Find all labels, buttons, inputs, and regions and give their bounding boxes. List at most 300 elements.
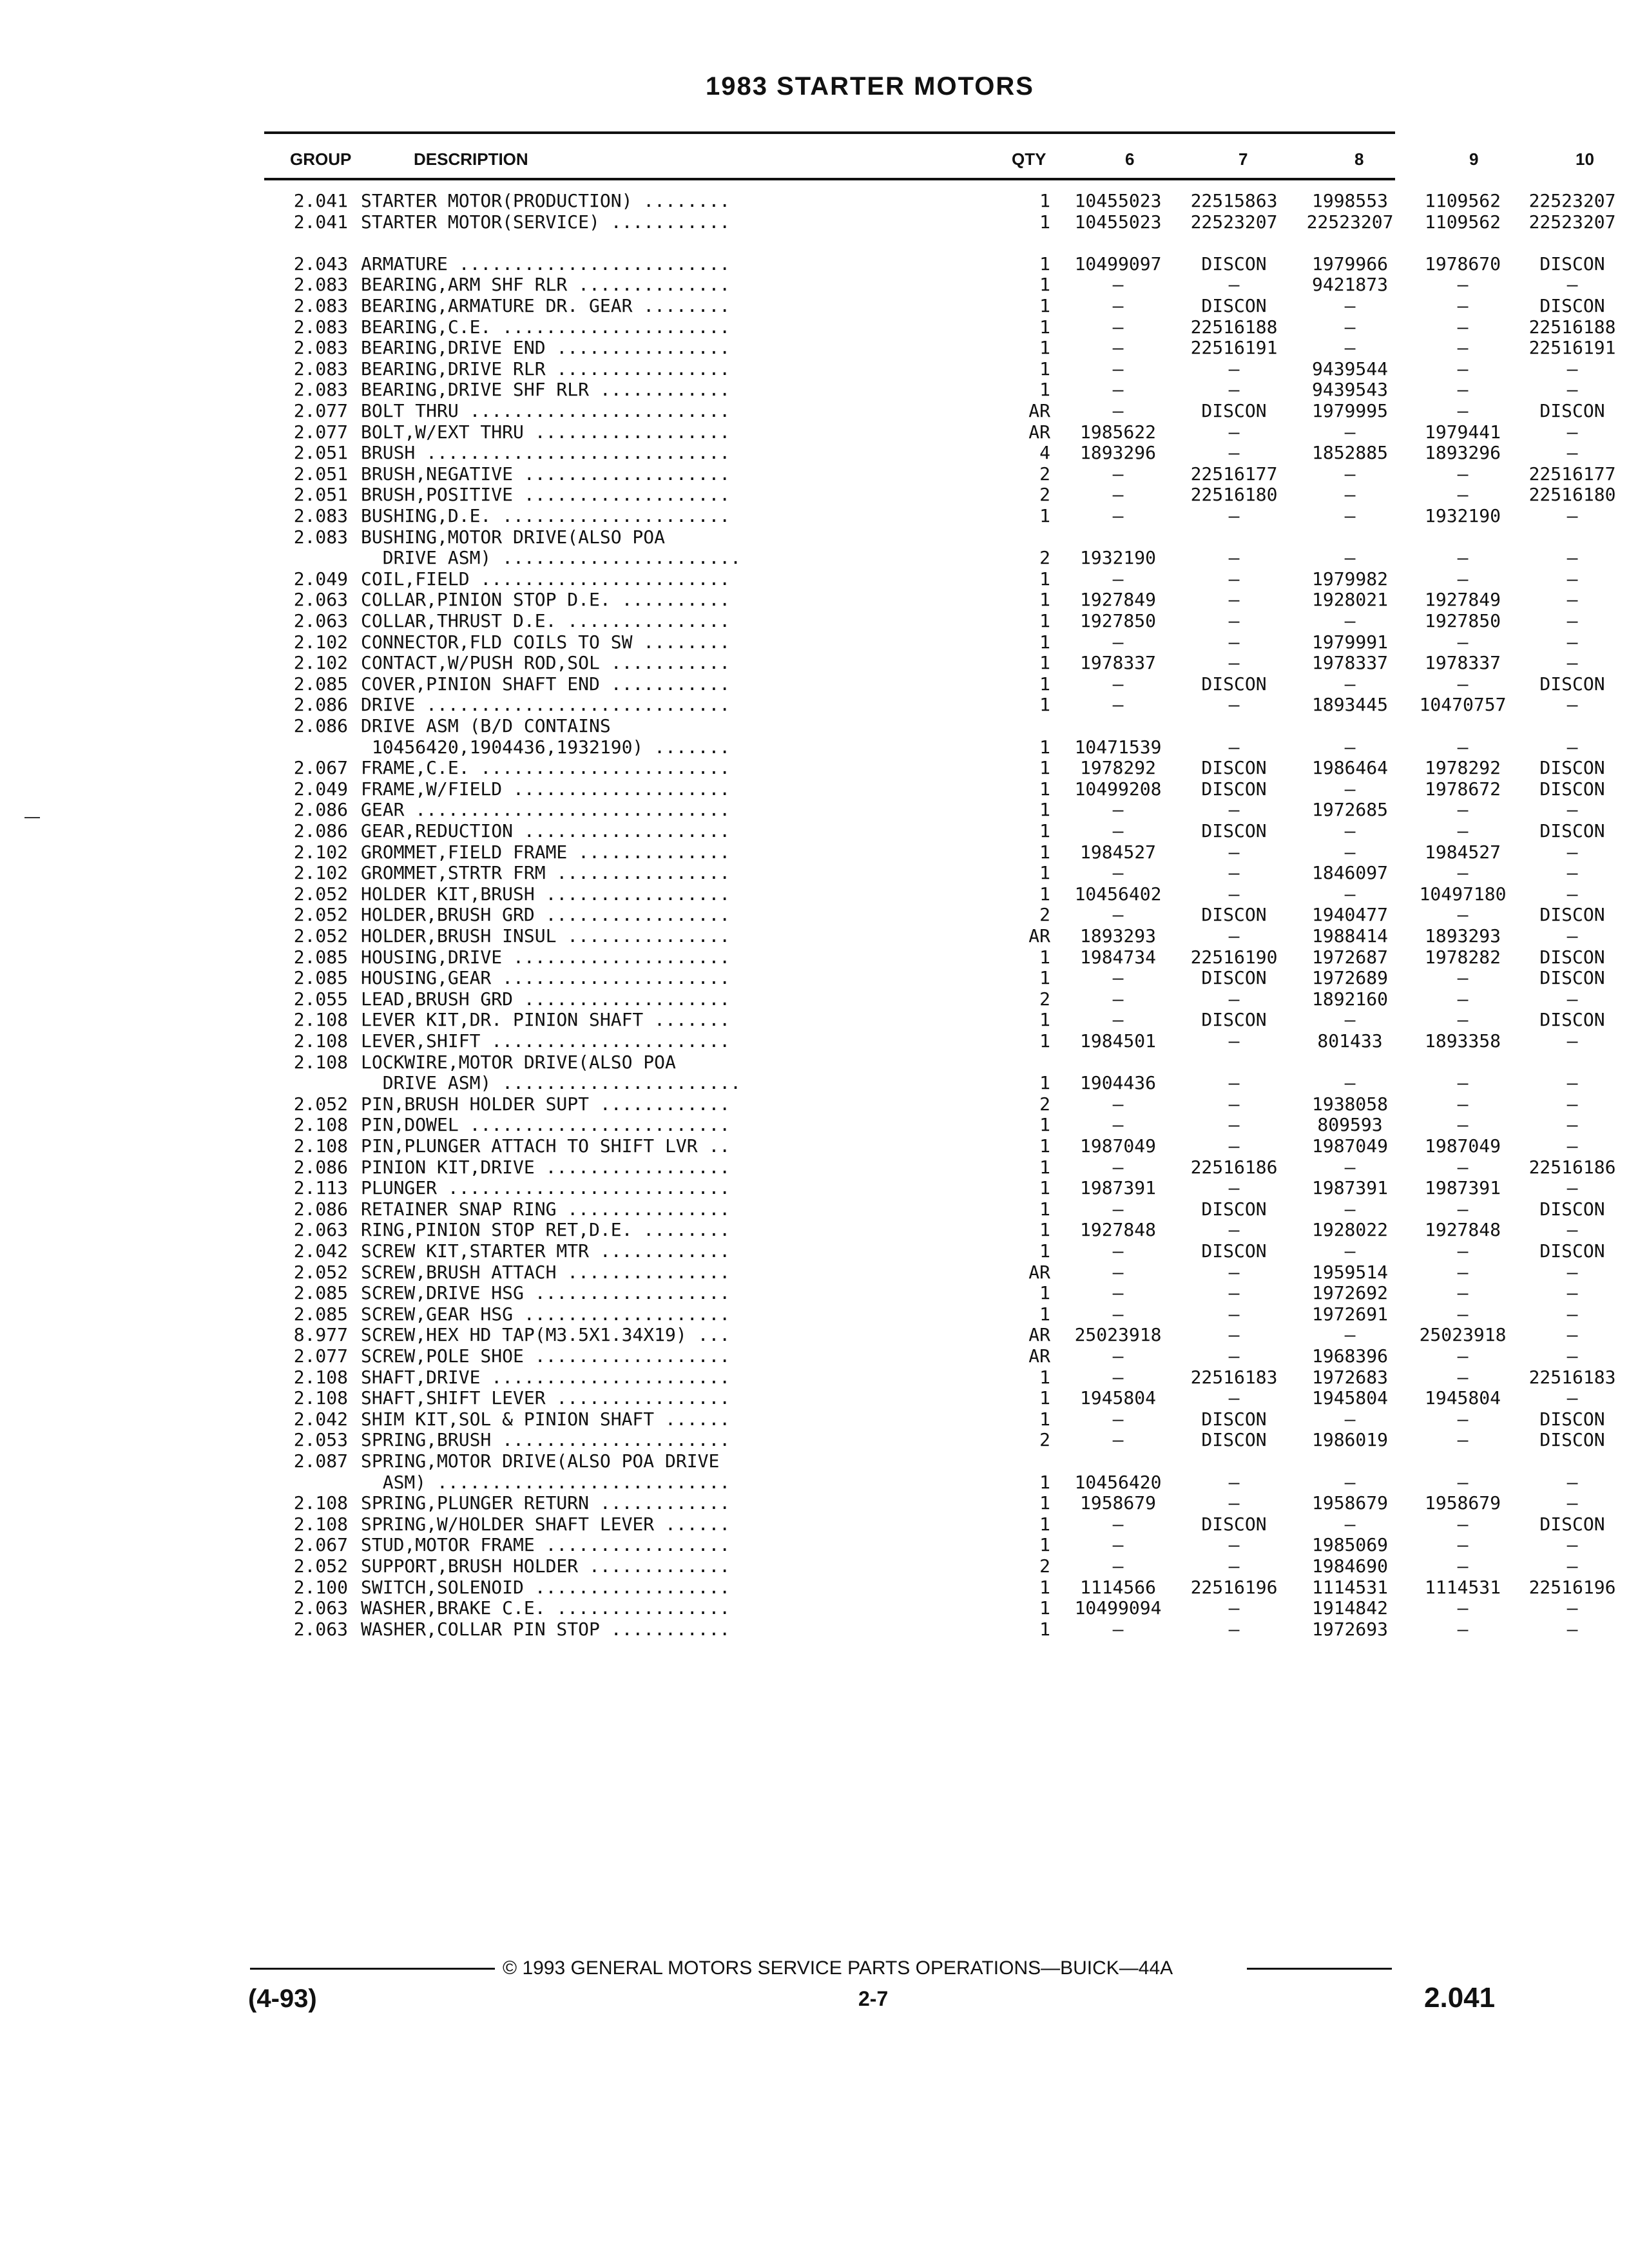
row-part-col-8: 1985069: [1311, 1534, 1388, 1555]
table-row: [264, 253, 1605, 274]
row-part-col-7: 22515863: [1190, 190, 1278, 211]
row-qty: 1: [1039, 841, 1050, 863]
row-part-col-9: 1932190: [1424, 505, 1501, 526]
table-row: [264, 442, 1578, 463]
table-row: [264, 820, 1605, 841]
row-part-col-8: —: [1344, 1472, 1356, 1493]
row-part-col-9: 25023918: [1419, 1324, 1507, 1345]
row-part-col-10: —: [1566, 379, 1578, 400]
row-qty: 1: [1039, 211, 1050, 233]
row-group: 2.083: [293, 274, 348, 295]
row-part-col-10: 22523207: [1528, 211, 1616, 233]
row-part-col-9: —: [1457, 1009, 1469, 1030]
row-part-col-7: —: [1228, 1345, 1240, 1367]
row-part-col-7: —: [1228, 442, 1240, 463]
row-description: PINION KIT,DRIVE .................: [361, 1157, 731, 1178]
table-row: [264, 988, 1578, 1010]
row-part-col-6: 1114566: [1079, 1577, 1156, 1598]
row-description: ARMATURE .........................: [361, 253, 731, 274]
row-part-col-9: —: [1457, 1597, 1469, 1619]
row-part-col-6: 1984501: [1079, 1030, 1156, 1052]
row-group: 2.083: [293, 505, 348, 526]
row-part-col-6: —: [1112, 1262, 1124, 1283]
row-part-col-9: —: [1457, 1555, 1469, 1577]
row-part-col-6: 25023918: [1074, 1324, 1162, 1345]
table-row: [264, 883, 1578, 905]
row-description: LEVER KIT,DR. PINION SHAFT .......: [361, 1009, 731, 1030]
row-part-col-9: —: [1457, 1472, 1469, 1493]
row-part-col-8: —: [1344, 1198, 1356, 1220]
row-description: DRIVE ASM (B/D CONTAINS: [361, 715, 611, 736]
row-part-col-8: 1959514: [1311, 1262, 1388, 1283]
col-header-6: 6: [1125, 149, 1135, 169]
row-part-col-8: —: [1344, 1240, 1356, 1262]
row-part-col-6: —: [1112, 862, 1124, 883]
row-qty: 1: [1039, 358, 1050, 380]
row-part-col-8: —: [1344, 778, 1356, 800]
row-part-col-10: —: [1566, 736, 1578, 758]
row-part-col-7: —: [1228, 1177, 1240, 1198]
row-part-col-7: 22516188: [1190, 316, 1278, 338]
row-part-col-8: 22523207: [1306, 211, 1394, 233]
row-part-col-8: —: [1344, 295, 1356, 316]
row-qty: 2: [1039, 1429, 1050, 1450]
table-row: [264, 1114, 1578, 1135]
row-part-col-7: —: [1228, 841, 1240, 863]
row-group: 2.041: [293, 211, 348, 233]
row-description: COLLAR,PINION STOP D.E. ..........: [361, 589, 731, 610]
row-part-col-6: —: [1112, 463, 1124, 485]
table-row: [264, 757, 1605, 778]
row-description: COLLAR,THRUST D.E. ...............: [361, 610, 731, 631]
row-description: STARTER MOTOR(PRODUCTION) ........: [361, 190, 731, 211]
row-part-col-10: —: [1566, 652, 1578, 673]
row-qty: 1: [1039, 379, 1050, 400]
table-row: [264, 1367, 1616, 1388]
row-part-col-10: —: [1566, 988, 1578, 1010]
row-part-col-6: 1893296: [1079, 442, 1156, 463]
row-part-col-8: 1928022: [1311, 1219, 1388, 1240]
table-row: [264, 1177, 1578, 1198]
row-part-col-8: —: [1344, 484, 1356, 505]
row-part-col-7: 22516190: [1190, 947, 1278, 968]
row-part-col-9: —: [1457, 967, 1469, 988]
row-qty: 1: [1039, 1534, 1050, 1555]
row-part-col-7: —: [1228, 1555, 1240, 1577]
row-part-col-9: —: [1457, 1114, 1469, 1135]
row-qty: 1: [1039, 1157, 1050, 1178]
table-row: [264, 1345, 1578, 1367]
row-group: 2.102: [293, 862, 348, 883]
table-row: [264, 967, 1605, 988]
table-row: [264, 568, 1578, 590]
row-part-col-6: —: [1112, 505, 1124, 526]
row-part-col-7: —: [1228, 988, 1240, 1010]
row-part-col-9: —: [1457, 1157, 1469, 1178]
row-part-col-6: —: [1112, 1240, 1124, 1262]
table-row: [264, 631, 1578, 653]
row-part-col-8: 9439544: [1311, 358, 1388, 380]
table-row: [264, 1619, 1578, 1640]
row-part-col-9: 1109562: [1424, 211, 1501, 233]
row-part-col-8: —: [1344, 337, 1356, 358]
row-part-col-9: 1978282: [1424, 947, 1501, 968]
header-bottom-rule: [264, 178, 1395, 180]
row-qty: 1: [1039, 1367, 1050, 1388]
row-part-col-6: 10499094: [1074, 1597, 1162, 1619]
row-part-col-8: —: [1344, 1157, 1356, 1178]
row-part-col-6: 10499208: [1074, 778, 1162, 800]
row-qty: 1: [1039, 1492, 1050, 1514]
row-part-col-7: —: [1228, 1534, 1240, 1555]
row-group: 2.085: [293, 1303, 348, 1325]
table-row: [264, 1052, 1395, 1073]
row-part-col-8: 1998553: [1311, 190, 1388, 211]
row-description: BEARING,ARM SHF RLR ..............: [361, 274, 731, 295]
row-part-col-8: —: [1344, 1009, 1356, 1030]
table-row: [264, 652, 1578, 673]
row-part-col-10: DISCON: [1539, 1198, 1605, 1220]
row-qty: 1: [1039, 1577, 1050, 1598]
row-qty: 1: [1039, 610, 1050, 631]
row-part-col-10: DISCON: [1539, 778, 1605, 800]
row-description: SPRING,BRUSH .....................: [361, 1429, 731, 1450]
row-qty: 1: [1039, 694, 1050, 715]
row-part-col-7: —: [1228, 1072, 1240, 1093]
row-part-col-6: —: [1112, 820, 1124, 841]
row-part-col-9: 1978337: [1424, 652, 1501, 673]
row-qty: 1: [1039, 295, 1050, 316]
parts-table: [264, 190, 1616, 1666]
row-part-col-6: —: [1112, 1619, 1124, 1640]
row-part-col-8: 9421873: [1311, 274, 1388, 295]
row-part-col-6: 1985622: [1079, 421, 1156, 443]
row-part-col-8: 1938058: [1311, 1093, 1388, 1115]
row-group: 2.086: [293, 1157, 348, 1178]
row-part-col-6: 1987049: [1079, 1135, 1156, 1157]
row-group: 2.085: [293, 967, 348, 988]
row-part-col-6: —: [1112, 1198, 1124, 1220]
row-part-col-8: 1914842: [1311, 1597, 1388, 1619]
footer-copyright: © 1993 GENERAL MOTORS SERVICE PARTS OPERATIONS—BUICK—44A: [503, 1957, 1173, 1979]
row-description: HOLDER KIT,BRUSH .................: [361, 883, 731, 905]
row-part-col-8: 1986464: [1311, 757, 1388, 778]
row-part-col-9: 1893296: [1424, 442, 1501, 463]
row-part-col-7: —: [1228, 925, 1240, 947]
row-part-col-10: —: [1566, 1324, 1578, 1345]
row-part-col-10: —: [1566, 1534, 1578, 1555]
row-description: LEVER,SHIFT ......................: [361, 1030, 731, 1052]
row-group: 2.053: [293, 1429, 348, 1450]
row-part-col-6: —: [1112, 1009, 1124, 1030]
row-part-col-8: —: [1344, 1408, 1356, 1430]
row-part-col-8: 1846097: [1311, 862, 1388, 883]
table-row: [264, 841, 1578, 863]
row-part-col-6: 1958679: [1079, 1492, 1156, 1514]
row-group: 2.049: [293, 568, 348, 590]
row-part-col-10: DISCON: [1539, 967, 1605, 988]
row-part-col-8: 1979991: [1311, 631, 1388, 653]
row-qty: 1: [1039, 799, 1050, 820]
row-qty: 1: [1039, 1619, 1050, 1640]
row-part-col-7: DISCON: [1201, 967, 1267, 988]
row-part-col-6: 10456402: [1074, 883, 1162, 905]
table-row: [264, 1282, 1578, 1303]
row-part-col-8: 1988414: [1311, 925, 1388, 947]
row-part-col-6: —: [1112, 1429, 1124, 1450]
row-part-col-7: DISCON: [1201, 904, 1267, 925]
row-description: PIN,BRUSH HOLDER SUPT ............: [361, 1093, 731, 1115]
row-part-col-9: —: [1457, 988, 1469, 1010]
row-part-col-8: 1972693: [1311, 1619, 1388, 1640]
row-part-col-8: 1852885: [1311, 442, 1388, 463]
table-row: [264, 400, 1605, 421]
row-qty: 1: [1039, 757, 1050, 778]
row-qty: AR: [1028, 400, 1050, 421]
table-row: [264, 358, 1578, 380]
row-description: SCREW,POLE SHOE ..................: [361, 1345, 731, 1367]
table-row: [264, 925, 1578, 947]
row-part-col-9: 1114531: [1424, 1577, 1501, 1598]
row-part-col-9: —: [1457, 274, 1469, 295]
row-part-col-10: —: [1566, 1093, 1578, 1115]
row-part-col-9: —: [1457, 463, 1469, 485]
table-row: [264, 694, 1578, 715]
row-part-col-10: DISCON: [1539, 904, 1605, 925]
row-part-col-8: —: [1344, 316, 1356, 338]
row-part-col-7: —: [1228, 1387, 1240, 1408]
row-part-col-7: —: [1228, 1492, 1240, 1514]
table-row: [264, 1472, 1578, 1493]
footer-date-code: (4-93): [248, 1984, 317, 2013]
row-qty: 1: [1039, 337, 1050, 358]
row-part-col-8: 1892160: [1311, 988, 1388, 1010]
row-part-col-7: —: [1228, 652, 1240, 673]
row-part-col-6: —: [1112, 967, 1124, 988]
row-part-col-10: 22523207: [1528, 190, 1616, 211]
row-qty: 1: [1039, 862, 1050, 883]
table-row: [264, 1408, 1605, 1430]
row-description: BOLT THRU ........................: [361, 400, 731, 421]
row-qty: 1: [1039, 1282, 1050, 1303]
row-part-col-8: 9439543: [1311, 379, 1388, 400]
row-group: 2.108: [293, 1387, 348, 1408]
row-description: SPRING,W/HOLDER SHAFT LEVER ......: [361, 1514, 731, 1535]
row-description: GROMMET,FIELD FRAME ..............: [361, 841, 731, 863]
table-row: [264, 1492, 1578, 1514]
row-description: SCREW,GEAR HSG ...................: [361, 1303, 731, 1325]
row-description: SHAFT,DRIVE ......................: [361, 1367, 731, 1388]
row-group: 2.086: [293, 799, 348, 820]
table-row: [264, 589, 1578, 610]
row-part-col-10: DISCON: [1539, 947, 1605, 968]
table-row: [264, 190, 1616, 211]
footer-page-number: 2-7: [858, 1987, 889, 2010]
row-part-col-9: —: [1457, 316, 1469, 338]
row-part-col-10: —: [1566, 883, 1578, 905]
row-qty: AR: [1028, 1262, 1050, 1283]
row-part-col-8: 1893445: [1311, 694, 1388, 715]
row-description: BRUSH ............................: [361, 442, 731, 463]
row-part-col-8: 1928021: [1311, 589, 1388, 610]
row-description: RING,PINION STOP RET,D.E. ........: [361, 1219, 731, 1240]
table-row: [264, 527, 1395, 548]
row-part-col-6: 1932190: [1079, 547, 1156, 568]
table-row: [264, 716, 1395, 736]
row-group: 2.108: [293, 1135, 348, 1157]
row-description: BEARING,ARMATURE DR. GEAR ........: [361, 295, 731, 316]
col-header-description: DESCRIPTION: [414, 149, 528, 169]
footer-section-number: 2.041: [1424, 1982, 1496, 2013]
row-qty: 1: [1039, 652, 1050, 673]
row-qty: 1: [1039, 1030, 1050, 1052]
row-description: SPRING,MOTOR DRIVE(ALSO POA DRIVE: [361, 1450, 720, 1472]
row-group: 2.063: [293, 1619, 348, 1640]
row-part-col-6: —: [1112, 295, 1124, 316]
row-description: SWITCH,SOLENOID ..................: [361, 1577, 731, 1598]
row-description: DRIVE ASM) ......................: [361, 1072, 742, 1093]
row-group: 2.042: [293, 1408, 348, 1430]
table-row: [264, 1514, 1605, 1535]
row-group: 2.087: [293, 1450, 348, 1472]
row-part-col-6: —: [1112, 1408, 1124, 1430]
row-group: 2.102: [293, 841, 348, 863]
row-group: 2.086: [293, 715, 348, 736]
row-part-col-9: —: [1457, 295, 1469, 316]
row-qty: 4: [1039, 442, 1050, 463]
row-part-col-7: 22516186: [1190, 1157, 1278, 1178]
row-qty: 1: [1039, 568, 1050, 590]
row-group: 2.108: [293, 1030, 348, 1052]
row-part-col-8: 1945804: [1311, 1387, 1388, 1408]
table-row: [264, 904, 1605, 925]
row-part-col-9: 1893293: [1424, 925, 1501, 947]
row-description: FRAME,C.E. .......................: [361, 757, 731, 778]
row-part-col-9: —: [1457, 1282, 1469, 1303]
row-part-col-10: 22516188: [1528, 316, 1616, 338]
table-row: [264, 295, 1605, 316]
row-part-col-9: —: [1457, 1619, 1469, 1640]
row-part-col-7: —: [1228, 610, 1240, 631]
row-part-col-7: —: [1228, 1093, 1240, 1115]
row-group: 2.108: [293, 1367, 348, 1388]
row-description: GEAR .............................: [361, 799, 731, 820]
row-part-col-6: —: [1112, 988, 1124, 1010]
row-part-col-10: —: [1566, 925, 1578, 947]
row-qty: AR: [1028, 421, 1050, 443]
row-description: ASM) ...........................: [361, 1472, 731, 1493]
row-qty: 1: [1039, 778, 1050, 800]
row-part-col-10: DISCON: [1539, 1429, 1605, 1450]
row-description: STARTER MOTOR(SERVICE) ...........: [361, 211, 731, 233]
row-group: 2.102: [293, 652, 348, 673]
row-part-col-9: 1945804: [1424, 1387, 1501, 1408]
row-part-col-8: 1972691: [1311, 1303, 1388, 1325]
row-part-col-8: 1958679: [1311, 1492, 1388, 1514]
row-part-col-8: —: [1344, 736, 1356, 758]
row-part-col-10: —: [1566, 442, 1578, 463]
row-qty: 1: [1039, 1597, 1050, 1619]
row-part-col-10: —: [1566, 1262, 1578, 1283]
row-part-col-9: —: [1457, 379, 1469, 400]
row-group: 2.083: [293, 316, 348, 338]
row-part-col-8: 1972687: [1311, 947, 1388, 968]
table-row: [264, 1219, 1578, 1240]
row-part-col-10: 22516183: [1528, 1367, 1616, 1388]
table-row: [264, 463, 1616, 485]
row-description: 10456420,1904436,1932190) .......: [361, 736, 731, 758]
row-part-col-10: —: [1566, 505, 1578, 526]
row-part-col-8: —: [1344, 820, 1356, 841]
row-part-col-7: —: [1228, 1262, 1240, 1283]
row-part-col-10: —: [1566, 547, 1578, 568]
row-group: 2.085: [293, 1282, 348, 1303]
row-qty: 1: [1039, 190, 1050, 211]
row-part-col-7: DISCON: [1201, 1009, 1267, 1030]
row-part-col-6: —: [1112, 337, 1124, 358]
row-part-col-10: DISCON: [1539, 820, 1605, 841]
row-description: WASHER,COLLAR PIN STOP ...........: [361, 1619, 731, 1640]
row-part-col-10: —: [1566, 694, 1578, 715]
footer-rule-left: [250, 1968, 495, 1970]
row-part-col-10: —: [1566, 1555, 1578, 1577]
row-part-col-10: —: [1566, 610, 1578, 631]
row-part-col-6: —: [1112, 631, 1124, 653]
row-part-col-10: —: [1566, 799, 1578, 820]
row-qty: AR: [1028, 1345, 1050, 1367]
row-part-col-6: —: [1112, 673, 1124, 695]
page-title: 1983 STARTER MOTORS: [706, 72, 1034, 101]
row-part-col-6: 10455023: [1074, 190, 1162, 211]
row-part-col-10: —: [1566, 1177, 1578, 1198]
table-row: [264, 547, 1578, 568]
row-description: BEARING,DRIVE RLR ................: [361, 358, 731, 380]
row-description: SCREW,BRUSH ATTACH ...............: [361, 1262, 731, 1283]
row-group: 2.051: [293, 442, 348, 463]
row-part-col-9: —: [1457, 736, 1469, 758]
row-description: HOLDER,BRUSH INSUL ...............: [361, 925, 731, 947]
table-row: [264, 379, 1578, 400]
row-part-col-8: —: [1344, 505, 1356, 526]
row-description: SHAFT,SHIFT LEVER ................: [361, 1387, 731, 1408]
col-header-group: GROUP: [290, 149, 352, 169]
row-part-col-7: —: [1228, 1114, 1240, 1135]
row-group: 2.052: [293, 883, 348, 905]
row-description: SUPPORT,BRUSH HOLDER .............: [361, 1555, 731, 1577]
row-part-col-8: —: [1344, 463, 1356, 485]
row-part-col-7: DISCON: [1201, 1514, 1267, 1535]
row-description: CONNECTOR,FLD COILS TO SW ........: [361, 631, 731, 653]
row-part-col-8: 1979995: [1311, 400, 1388, 421]
row-part-col-9: —: [1457, 1408, 1469, 1430]
row-part-col-9: 1927848: [1424, 1219, 1501, 1240]
row-part-col-8: 1987049: [1311, 1135, 1388, 1157]
table-row: [264, 1303, 1578, 1325]
row-part-col-10: —: [1566, 1472, 1578, 1493]
row-qty: 2: [1039, 1555, 1050, 1577]
row-part-col-9: —: [1457, 1072, 1469, 1093]
row-part-col-7: DISCON: [1201, 757, 1267, 778]
row-part-col-7: —: [1228, 1030, 1240, 1052]
row-part-col-6: —: [1112, 379, 1124, 400]
row-group: 2.113: [293, 1177, 348, 1198]
row-qty: AR: [1028, 925, 1050, 947]
row-part-col-10: 22516191: [1528, 337, 1616, 358]
row-part-col-10: —: [1566, 631, 1578, 653]
row-part-col-7: —: [1228, 631, 1240, 653]
row-part-col-8: 1986019: [1311, 1429, 1388, 1450]
row-part-col-9: 1978670: [1424, 253, 1501, 274]
